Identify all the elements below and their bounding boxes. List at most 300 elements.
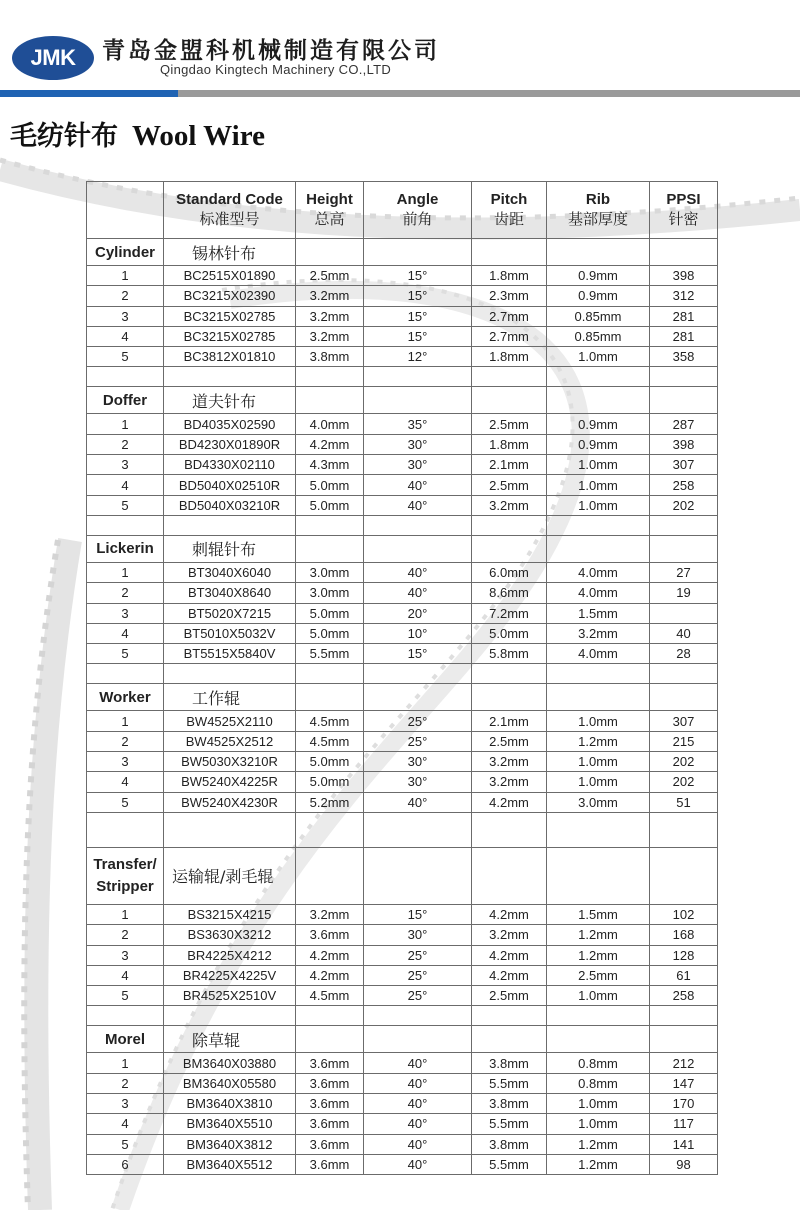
standard-code-cell: BD5040X03210R <box>164 495 296 515</box>
pitch-cell: 5.5mm <box>472 1154 547 1174</box>
standard-code-cell: BT3040X8640 <box>164 583 296 603</box>
standard-code-cell: BC3215X02785 <box>164 306 296 326</box>
column-header-en: PPSI <box>666 191 701 208</box>
row-index-cell: 3 <box>87 1094 164 1114</box>
row-index-cell: 6 <box>87 1154 164 1174</box>
standard-code-cell: BR4525X2510V <box>164 986 296 1006</box>
table-row <box>87 1134 718 1154</box>
pitch-cell: 3.2mm <box>472 925 547 945</box>
row-index-cell: 3 <box>87 752 164 772</box>
table-row <box>87 347 718 367</box>
row-index-cell: 5 <box>87 644 164 664</box>
section-name-line: Stripper <box>96 877 154 895</box>
standard-code-cell: BC3812X01810 <box>164 347 296 367</box>
pitch-cell: 2.1mm <box>472 455 547 475</box>
pitch-cell: 3.8mm <box>472 1134 547 1154</box>
rib-cell: 1.0mm <box>547 455 650 475</box>
empty-cell <box>296 812 364 847</box>
section-name: Worker <box>87 684 164 711</box>
angle-cell: 40° <box>364 1114 472 1134</box>
column-header <box>296 182 364 239</box>
angle-cell: 12° <box>364 347 472 367</box>
table-row <box>87 1154 718 1174</box>
row-index-cell: 2 <box>87 286 164 306</box>
spacer-row <box>87 367 718 387</box>
column-header-en: Rib <box>585 191 611 208</box>
pitch-cell: 1.8mm <box>472 434 547 454</box>
empty-cell <box>364 535 472 562</box>
empty-cell <box>547 1006 650 1026</box>
angle-cell: 25° <box>364 711 472 731</box>
empty-cell <box>296 664 364 684</box>
height-cell: 3.6mm <box>296 1114 364 1134</box>
empty-cell <box>472 1026 547 1053</box>
height-cell: 5.0mm <box>296 752 364 772</box>
row-index-cell: 3 <box>87 945 164 965</box>
pitch-cell: 2.7mm <box>472 326 547 346</box>
ppsi-cell: 258 <box>650 986 718 1006</box>
table-row <box>87 1094 718 1114</box>
section-name-cn: 锡林针布 <box>164 239 296 266</box>
row-index-cell: 3 <box>87 603 164 623</box>
pitch-cell: 5.5mm <box>472 1073 547 1093</box>
table-row <box>87 711 718 731</box>
pitch-cell: 1.8mm <box>472 266 547 286</box>
angle-cell: 40° <box>364 495 472 515</box>
empty-cell <box>364 367 472 387</box>
height-cell: 5.0mm <box>296 603 364 623</box>
pitch-cell: 3.2mm <box>472 772 547 792</box>
height-cell: 5.0mm <box>296 495 364 515</box>
pitch-cell: 7.2mm <box>472 603 547 623</box>
ppsi-cell: 398 <box>650 266 718 286</box>
spacer-row <box>87 812 718 847</box>
height-cell: 4.5mm <box>296 731 364 751</box>
empty-cell <box>296 847 364 904</box>
section-name: Doffer <box>87 387 164 414</box>
height-cell: 5.2mm <box>296 792 364 812</box>
rib-cell: 1.2mm <box>547 1134 650 1154</box>
standard-code-cell: BS3630X3212 <box>164 925 296 945</box>
row-index-cell: 1 <box>87 904 164 924</box>
table-row <box>87 455 718 475</box>
table-row <box>87 1053 718 1073</box>
table-row <box>87 266 718 286</box>
empty-cell <box>296 1026 364 1053</box>
height-cell: 3.8mm <box>296 347 364 367</box>
rib-cell: 0.85mm <box>547 326 650 346</box>
pitch-cell: 5.5mm <box>472 1114 547 1134</box>
table-row <box>87 945 718 965</box>
section-name-cn: 道夫针布 <box>164 387 296 414</box>
rib-cell: 1.2mm <box>547 945 650 965</box>
empty-cell <box>472 812 547 847</box>
height-cell: 3.6mm <box>296 1053 364 1073</box>
table-row <box>87 792 718 812</box>
height-cell: 2.5mm <box>296 266 364 286</box>
angle-cell: 30° <box>364 455 472 475</box>
row-index-cell: 1 <box>87 562 164 582</box>
angle-cell: 15° <box>364 306 472 326</box>
angle-cell: 25° <box>364 965 472 985</box>
column-header <box>472 182 547 239</box>
ppsi-cell: 147 <box>650 1073 718 1093</box>
rib-cell: 1.0mm <box>547 986 650 1006</box>
empty-cell <box>650 535 718 562</box>
section-row <box>87 847 718 904</box>
column-header-cn: 标准型号 <box>199 211 260 228</box>
empty-cell <box>87 664 164 684</box>
empty-cell <box>650 239 718 266</box>
pitch-cell: 2.3mm <box>472 286 547 306</box>
pitch-cell: 1.8mm <box>472 347 547 367</box>
standard-code-cell: BT5010X5032V <box>164 623 296 643</box>
height-cell: 4.2mm <box>296 945 364 965</box>
table-row <box>87 904 718 924</box>
row-index-cell: 1 <box>87 414 164 434</box>
standard-code-cell: BD4035X02590 <box>164 414 296 434</box>
rib-cell: 1.0mm <box>547 772 650 792</box>
empty-cell <box>650 684 718 711</box>
empty-cell <box>472 387 547 414</box>
empty-cell <box>296 387 364 414</box>
pitch-cell: 4.2mm <box>472 792 547 812</box>
table-row <box>87 925 718 945</box>
row-index-cell: 5 <box>87 495 164 515</box>
section-name <box>87 847 164 904</box>
table-row <box>87 1114 718 1134</box>
angle-cell: 40° <box>364 1053 472 1073</box>
pitch-cell: 2.5mm <box>472 475 547 495</box>
standard-code-cell: BC2515X01890 <box>164 266 296 286</box>
height-cell: 5.0mm <box>296 623 364 643</box>
table-row <box>87 772 718 792</box>
company-name-cn: 青岛金盟科机械制造有限公司 <box>102 38 440 64</box>
angle-cell: 40° <box>364 562 472 582</box>
rib-cell: 1.0mm <box>547 711 650 731</box>
standard-code-cell: BC3215X02390 <box>164 286 296 306</box>
height-cell: 3.6mm <box>296 1154 364 1174</box>
empty-cell <box>547 847 650 904</box>
column-header <box>650 182 718 239</box>
rib-cell: 0.9mm <box>547 266 650 286</box>
pitch-cell: 8.6mm <box>472 583 547 603</box>
pitch-cell: 3.8mm <box>472 1053 547 1073</box>
ppsi-cell: 212 <box>650 1053 718 1073</box>
empty-cell <box>164 367 296 387</box>
empty-cell <box>296 367 364 387</box>
column-header <box>547 182 650 239</box>
empty-cell <box>547 664 650 684</box>
standard-code-cell: BM3640X3810 <box>164 1094 296 1114</box>
section-name: Morel <box>87 1026 164 1053</box>
rib-cell: 0.8mm <box>547 1073 650 1093</box>
angle-cell: 25° <box>364 731 472 751</box>
standard-code-cell: BT5515X5840V <box>164 644 296 664</box>
empty-cell <box>364 812 472 847</box>
table-row <box>87 475 718 495</box>
height-cell: 3.2mm <box>296 904 364 924</box>
section-name-cn: 运输辊/剥毛辊 <box>164 847 296 904</box>
ppsi-cell: 358 <box>650 347 718 367</box>
empty-cell <box>364 1006 472 1026</box>
ppsi-cell <box>650 603 718 623</box>
empty-cell <box>650 387 718 414</box>
empty-cell <box>364 239 472 266</box>
empty-cell <box>650 1026 718 1053</box>
empty-cell <box>650 1006 718 1026</box>
rib-cell: 2.5mm <box>547 965 650 985</box>
empty-cell <box>364 684 472 711</box>
table-row <box>87 965 718 985</box>
row-index-cell: 1 <box>87 711 164 731</box>
row-index-cell: 4 <box>87 475 164 495</box>
rib-cell: 1.2mm <box>547 1154 650 1174</box>
ppsi-cell: 117 <box>650 1114 718 1134</box>
spacer-row <box>87 1006 718 1026</box>
standard-code-cell: BD4230X01890R <box>164 434 296 454</box>
pitch-cell: 2.5mm <box>472 414 547 434</box>
standard-code-cell: BW5240X4225R <box>164 772 296 792</box>
row-index-cell: 2 <box>87 731 164 751</box>
column-header-cn: 针密 <box>668 211 699 228</box>
row-index-cell: 2 <box>87 925 164 945</box>
height-cell: 5.0mm <box>296 772 364 792</box>
company-name-en: Qingdao Kingtech Machinery CO.,LTD <box>160 62 392 77</box>
section-name-cn: 工作辊 <box>164 684 296 711</box>
angle-cell: 15° <box>364 266 472 286</box>
standard-code-cell: BW5030X3210R <box>164 752 296 772</box>
ppsi-cell: 102 <box>650 904 718 924</box>
pitch-cell: 3.8mm <box>472 1094 547 1114</box>
empty-cell <box>547 812 650 847</box>
column-header-en: Height <box>306 191 353 208</box>
empty-cell <box>472 847 547 904</box>
empty-cell <box>296 1006 364 1026</box>
spacer-row <box>87 515 718 535</box>
ppsi-cell: 141 <box>650 1134 718 1154</box>
standard-code-cell: BM3640X5510 <box>164 1114 296 1134</box>
rib-cell: 4.0mm <box>547 562 650 582</box>
empty-cell <box>296 535 364 562</box>
empty-cell <box>547 239 650 266</box>
section-name: Cylinder <box>87 239 164 266</box>
column-header-en: Pitch <box>490 191 528 208</box>
title-en: Wool Wire <box>132 120 265 152</box>
standard-code-cell: BT3040X6040 <box>164 562 296 582</box>
rib-cell: 1.0mm <box>547 1114 650 1134</box>
ppsi-cell: 51 <box>650 792 718 812</box>
ppsi-cell: 170 <box>650 1094 718 1114</box>
company-logo: JMK <box>12 36 94 80</box>
ppsi-cell: 202 <box>650 495 718 515</box>
angle-cell: 40° <box>364 1154 472 1174</box>
section-row <box>87 684 718 711</box>
standard-code-cell: BT5020X7215 <box>164 603 296 623</box>
empty-cell <box>472 684 547 711</box>
column-header <box>87 182 164 239</box>
empty-cell <box>296 239 364 266</box>
column-header-cn: 前角 <box>402 211 433 228</box>
standard-code-cell: BM3640X5512 <box>164 1154 296 1174</box>
empty-cell <box>87 812 164 847</box>
table-row <box>87 603 718 623</box>
empty-cell <box>164 1006 296 1026</box>
header <box>0 0 800 100</box>
height-cell: 4.2mm <box>296 434 364 454</box>
empty-cell <box>547 367 650 387</box>
empty-cell <box>164 812 296 847</box>
ppsi-cell: 287 <box>650 414 718 434</box>
table-header-row <box>87 182 718 239</box>
row-index-cell: 3 <box>87 455 164 475</box>
standard-code-cell: BW5240X4230R <box>164 792 296 812</box>
page-title <box>10 114 265 153</box>
pitch-cell: 5.0mm <box>472 623 547 643</box>
table-row <box>87 731 718 751</box>
pitch-cell: 2.7mm <box>472 306 547 326</box>
empty-cell <box>472 367 547 387</box>
table-row <box>87 306 718 326</box>
section-name-line: Transfer/ <box>93 855 157 873</box>
rib-cell: 0.9mm <box>547 414 650 434</box>
pitch-cell: 4.2mm <box>472 965 547 985</box>
standard-code-cell: BW4525X2512 <box>164 731 296 751</box>
rib-cell: 1.0mm <box>547 475 650 495</box>
angle-cell: 40° <box>364 475 472 495</box>
height-cell: 3.6mm <box>296 1134 364 1154</box>
rib-cell: 3.0mm <box>547 792 650 812</box>
rib-cell: 0.85mm <box>547 306 650 326</box>
angle-cell: 10° <box>364 623 472 643</box>
row-index-cell: 5 <box>87 347 164 367</box>
row-index-cell: 5 <box>87 792 164 812</box>
ppsi-cell: 281 <box>650 326 718 346</box>
angle-cell: 40° <box>364 1094 472 1114</box>
row-index-cell: 2 <box>87 583 164 603</box>
empty-cell <box>364 847 472 904</box>
header-stripe-grey <box>178 90 800 97</box>
empty-cell <box>364 387 472 414</box>
pitch-cell: 4.2mm <box>472 945 547 965</box>
standard-code-cell: BR4225X4212 <box>164 945 296 965</box>
row-index-cell: 5 <box>87 986 164 1006</box>
rib-cell: 0.9mm <box>547 434 650 454</box>
empty-cell <box>164 664 296 684</box>
pitch-cell: 3.2mm <box>472 495 547 515</box>
empty-cell <box>472 664 547 684</box>
empty-cell <box>472 535 547 562</box>
angle-cell: 30° <box>364 772 472 792</box>
angle-cell: 15° <box>364 904 472 924</box>
rib-cell: 1.0mm <box>547 1094 650 1114</box>
height-cell: 4.5mm <box>296 711 364 731</box>
ppsi-cell: 215 <box>650 731 718 751</box>
height-cell: 3.2mm <box>296 326 364 346</box>
ppsi-cell: 98 <box>650 1154 718 1174</box>
table-row <box>87 326 718 346</box>
section-row <box>87 239 718 266</box>
standard-code-cell: BC3215X02785 <box>164 326 296 346</box>
rib-cell: 1.2mm <box>547 925 650 945</box>
table-row <box>87 1073 718 1093</box>
ppsi-cell: 61 <box>650 965 718 985</box>
wire-spec-table <box>86 181 718 1175</box>
rib-cell: 1.0mm <box>547 752 650 772</box>
ppsi-cell: 28 <box>650 644 718 664</box>
height-cell: 3.6mm <box>296 1094 364 1114</box>
height-cell: 3.2mm <box>296 306 364 326</box>
rib-cell: 3.2mm <box>547 623 650 643</box>
row-index-cell: 1 <box>87 266 164 286</box>
table-row <box>87 986 718 1006</box>
height-cell: 3.0mm <box>296 562 364 582</box>
table-row <box>87 286 718 306</box>
pitch-cell: 2.1mm <box>472 711 547 731</box>
rib-cell: 4.0mm <box>547 644 650 664</box>
empty-cell <box>87 515 164 535</box>
height-cell: 4.0mm <box>296 414 364 434</box>
section-name-cn: 刺辊针布 <box>164 535 296 562</box>
empty-cell <box>364 515 472 535</box>
ppsi-cell: 307 <box>650 711 718 731</box>
angle-cell: 40° <box>364 792 472 812</box>
row-index-cell: 5 <box>87 1134 164 1154</box>
ppsi-cell: 27 <box>650 562 718 582</box>
rib-cell: 4.0mm <box>547 583 650 603</box>
empty-cell <box>364 1026 472 1053</box>
table-row <box>87 562 718 582</box>
empty-cell <box>650 515 718 535</box>
header-stripe-blue <box>0 90 178 97</box>
pitch-cell: 5.8mm <box>472 644 547 664</box>
empty-cell <box>472 239 547 266</box>
empty-cell <box>547 515 650 535</box>
table-row <box>87 583 718 603</box>
column-header-cn: 总高 <box>314 211 345 228</box>
height-cell: 5.5mm <box>296 644 364 664</box>
ppsi-cell: 40 <box>650 623 718 643</box>
pitch-cell: 6.0mm <box>472 562 547 582</box>
empty-cell <box>650 847 718 904</box>
column-header-en: Standard Code <box>176 191 283 208</box>
ppsi-cell: 258 <box>650 475 718 495</box>
row-index-cell: 2 <box>87 434 164 454</box>
standard-code-cell: BW4525X2110 <box>164 711 296 731</box>
empty-cell <box>472 1006 547 1026</box>
empty-cell <box>547 1026 650 1053</box>
empty-cell <box>650 812 718 847</box>
section-row <box>87 535 718 562</box>
column-header-cn: 基部厚度 <box>567 211 628 228</box>
column-header-cn: 齿距 <box>493 211 524 228</box>
angle-cell: 15° <box>364 644 472 664</box>
height-cell: 4.5mm <box>296 986 364 1006</box>
table-row <box>87 434 718 454</box>
ppsi-cell: 312 <box>650 286 718 306</box>
empty-cell <box>547 535 650 562</box>
rib-cell: 1.5mm <box>547 904 650 924</box>
empty-cell <box>472 515 547 535</box>
standard-code-cell: BD4330X02110 <box>164 455 296 475</box>
rib-cell: 1.5mm <box>547 603 650 623</box>
row-index-cell: 3 <box>87 306 164 326</box>
rib-cell: 0.8mm <box>547 1053 650 1073</box>
angle-cell: 30° <box>364 925 472 945</box>
ppsi-cell: 202 <box>650 772 718 792</box>
angle-cell: 25° <box>364 945 472 965</box>
angle-cell: 35° <box>364 414 472 434</box>
